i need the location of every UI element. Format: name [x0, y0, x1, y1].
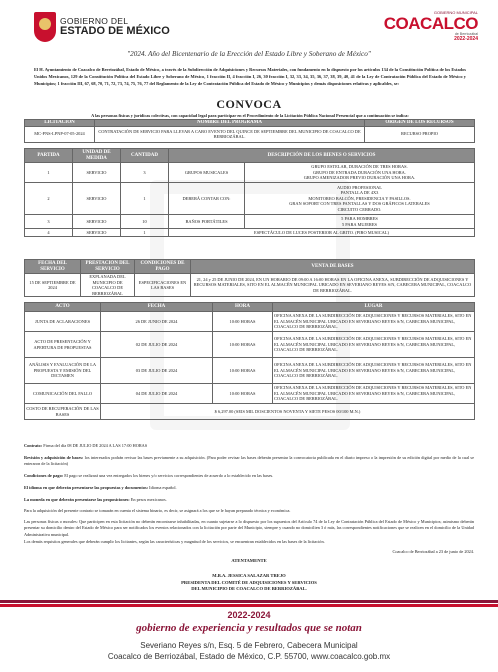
partida-detalle — [245, 215, 475, 229]
acto-fecha: 26 DE JUNIO DE 2024 — [101, 312, 213, 332]
table-row — [25, 332, 475, 358]
signature-block — [0, 573, 498, 593]
th-hora: HORA — [213, 303, 273, 312]
signer-name: M.B.A. JESSICA SALAZAR TREJO — [212, 573, 286, 578]
gobierno-edomex-logo — [34, 12, 170, 42]
revision-paragraph — [24, 455, 474, 468]
acto-name: ANÁLISIS Y EVALUACIÓN DE LA PROPUESTA Y EMISIÓN DEL DICTAMEN — [25, 358, 101, 384]
th-condiciones: CONDICIONES DE PAGO — [135, 260, 191, 274]
moneda-label: La moneda en que deberán presentarse las proposiciones: — [24, 497, 130, 502]
th-licitacion: LICITACIÓN — [25, 120, 95, 127]
licitacion-number: MC-PNS-LPNP-07-05-2024 — [25, 126, 95, 142]
coacalco-years: 2022-2024 — [454, 36, 478, 42]
fecha-servicio: 15 DE SEPTIEMBRE DE 2024 — [25, 274, 81, 297]
acto-lugar: OFICINA ANEXA DE LA SUBDIRECCIÓN DE ADQUISICIONES Y RECURSOS MATERIALES, SITO EN EL ALMACÉN MUNICIPAL UBICADO EN SEVERIANO REYES S/N, CABECERA MUNICIPAL, COACALCO DE BERRIOZÁBAL. — [273, 332, 475, 358]
pago-value: El pago se realizará una vez entregados los bienes y/o servicios correspondientes de acuerdo a lo establecido en las bases. — [63, 473, 274, 478]
header — [34, 10, 478, 50]
th-venta-bases: VENTA DE BASES — [191, 260, 475, 274]
acto-hora: 10:00 HORAS — [213, 384, 273, 404]
moneda-value: En pesos mexicanos. — [129, 497, 167, 502]
condiciones-pago: ESPECIFICACIONES EN LAS BASES — [135, 274, 191, 297]
partida-num: 1 — [25, 163, 73, 183]
edomex-shield-icon — [34, 12, 56, 42]
th-fecha-servicio: FECHA DEL SERVICIO — [25, 260, 81, 274]
acto-hora: 10:00 HORAS — [213, 312, 273, 332]
signer-role1: PRESIDENTA DEL COMITÉ DE ADQUISICIONES Y SERVICIOS — [181, 579, 317, 585]
partida-detalle — [245, 163, 475, 183]
coacalco-name: COACALCO — [383, 14, 478, 33]
year-motto: "2024. Año del Bicentenario de la Erección del Estado Libre y Soberano de México" — [127, 50, 371, 58]
table-row — [25, 404, 475, 420]
acto-fecha: 03 DE JULIO DE 2024 — [101, 358, 213, 384]
pago-paragraph — [24, 473, 474, 479]
coacalco-top: GOBIERNO MUNICIPAL — [433, 10, 478, 15]
th-partida: PARTIDA — [25, 149, 73, 163]
footer-bar — [0, 600, 498, 603]
programa-name: CONTRATACIÓN DE SERVICIO PARA LLEVAR A CABO EVENTO DEL QUINCE DE SEPTIEMBRE DEL MUNICIPIO DE COACALCO DE BERRIOZÁBAL. — [95, 126, 365, 142]
footer-slogan: gobierno de experiencia y resultados que se notan — [136, 622, 362, 634]
detalle-line: 5 PARA HOMBRES — [341, 215, 378, 221]
coacalco-sub: de Berriozábal — [454, 32, 478, 36]
idioma-paragraph — [24, 485, 474, 491]
partida-detalle — [245, 183, 475, 215]
acto-fecha: 04 DE JULIO DE 2024 — [101, 384, 213, 404]
partida-num: 4 — [25, 229, 73, 237]
table-row — [25, 215, 475, 229]
partida-unidad: SERVICIO — [73, 183, 121, 215]
footer-address — [0, 640, 498, 662]
revision-label: Revisión y adquisición de bases: — [24, 455, 84, 460]
detalle-line: 5 PARA MUJERES — [342, 221, 377, 227]
revision-value: los interesados podrán revisar las bases previamente a su adquisición. (Para poder revisar las bases deberán presentar la convocatoria publicada en el diario impreso o la impresión de su edición digital por medio de la cual se enteraron de la licitación) — [24, 455, 474, 467]
detalle-line: GRUPO ESTELAR, DURACIÓN DE TRES HORAS. — [311, 164, 408, 170]
contrato-line — [24, 443, 474, 449]
atentamente: ATENTAMENTE — [231, 558, 267, 563]
intro-paragraph: El H. Ayuntamiento de Coacalco de Berriozábal, Estado de México, a través de la Subdirección de Adquisiciones y Recursos Materiales, con fundamento en lo dispuesto por los artículos 134 de la Constitución Política de los Estados Unidos Mexicanos, 129 de la Constitución Política del Estado Libre y Soberano de México, 1 fracción II, 4 fracción I, 26, 30 fracción I, 32, 33, 34, 35, 36, 37, 38, 39, 40, 41 de la Ley de Contratación Pública del Estado de México y Municipios; 1 fracción III, 67, 68, 70, 71, 72, 73, 74, 75, 76, 77 del Reglamento de la Ley de Contratación Pública del Estado de México y Municipios y demás disposiciones relativas y aplicables, se: — [34, 67, 466, 86]
partida-nombre: GRUPOS MUSICALES — [169, 163, 245, 183]
page-title: CONVOCA — [216, 97, 282, 111]
coacalco-logo — [384, 10, 478, 42]
acto-hora: 10:00 HORAS — [213, 358, 273, 384]
detalle-line: CIRCUITO CERRADO. — [337, 206, 382, 212]
gobierno-line1: GOBIERNO DEL — [60, 16, 129, 27]
table-row — [25, 312, 475, 332]
gobierno-line2: ESTADO DE MÉXICO — [60, 24, 170, 37]
acto-hora: 10:00 HORAS — [213, 332, 273, 358]
costo-value: $ 6,297.00 (SEIS MIL DOSCIENTOS NOVENTA Y SIETE PESOS 00/100 M.N.) — [101, 404, 475, 420]
preamble: A las personas físicas y jurídicas colectivas, con capacidad legal para participar en el Procedimiento de la Licitación Pública Nacional Presencial que a continuación se indica: — [91, 113, 409, 118]
acto-lugar: OFICINA ANEXA DE LA SUBDIRECCIÓN DE ADQUISICIONES Y RECURSOS MATERIALES, SITO EN EL ALMACÉN MUNICIPAL UBICADO EN SEVERIANO REYES S/N, CABECERA MUNICIPAL, COACALCO DE BERRIOZÁBAL. — [273, 358, 475, 384]
partida-cantidad: 1 — [121, 183, 169, 215]
acto-fecha: 02 DE JULIO DE 2024 — [101, 332, 213, 358]
table-row — [25, 163, 475, 183]
moneda-paragraph — [24, 497, 474, 503]
th-unidad: UNIDAD DE MEDIDA — [73, 149, 121, 163]
th-cantidad: CANTIDAD — [121, 149, 169, 163]
actos-table — [24, 302, 475, 420]
acto-name: JUNTA DE ACLARACIONES — [25, 312, 101, 332]
partida-nombre: BAÑOS PORTÁTILES — [169, 215, 245, 229]
venta-bases: 21, 24 y 25 DE JUNIO DE 2024, EN UN HORARIO DE 09:00 A 16:00 HORAS EN LA OFICINA ANEXA, SUBDIRECCIÓN DE ADQUISICIONES Y RECURSOS MATERIALES, SITO EN EL ALMACÉN MUNICIPAL UBICADO EN SEVERIANO REYES S/N, CABECERA MUNICIPAL, COACALCO DE BERRIOZÁBAL. — [191, 274, 475, 297]
detalle-line: MONITOREO BALCÓN, PRESIDENCIA Y PASILLOS. — [308, 195, 411, 201]
partida-nombre: DEBERÁ CONTAR CON: — [169, 183, 245, 215]
footer-years: 2022-2024 — [227, 610, 271, 620]
table-row — [25, 229, 475, 237]
th-acto: ACTO — [25, 303, 101, 312]
partida-cantidad: 10 — [121, 215, 169, 229]
detalle-line: GRAN SOPORT CON TRES PANTALLAS Y DOS GRÁFICOS LATERALES — [289, 201, 430, 207]
th-lugar: LUGAR — [273, 303, 475, 312]
partida-cantidad: 3 — [121, 163, 169, 183]
partida-unidad: SERVICIO — [73, 163, 121, 183]
bases-table — [24, 259, 475, 297]
licitacion-table — [24, 119, 475, 143]
partida-cantidad: 1 — [121, 229, 169, 237]
acto-lugar: OFICINA ANEXA DE LA SUBDIRECCIÓN DE ADQUISICIONES Y RECURSOS MATERIALES, SITO EN EL ALMACÉN MUNICIPAL UBICADO EN SEVERIANO REYES S/N, CABECERA MUNICIPAL, COACALCO DE BERRIOZÁBAL. — [273, 384, 475, 404]
th-origen: ORIGEN DE LOS RECURSOS — [365, 120, 475, 127]
partida-num: 3 — [25, 215, 73, 229]
lugar-fecha: Coacalco de Berriozábal a 23 de junio de 2024. — [392, 549, 474, 554]
partida-unidad: SERVICIO — [73, 215, 121, 229]
requisitos-paragraph: Los demás requisitos generales que deberán cumplir los licitantes, según las características y magnitud de los servicios, se encuentran establecidos en las bases de la licitación. — [24, 539, 325, 544]
signer-role2: DEL MUNICIPIO DE COACALCO DE BERRIOZÁBAL. — [191, 586, 307, 592]
idioma-label: El idioma en que deberán presentarse las propuestas y documentos: — [24, 485, 149, 490]
th-fecha: FECHA — [101, 303, 213, 312]
footer — [0, 600, 498, 672]
pago-label: Condiciones de pago: — [24, 473, 64, 478]
origen-recursos: RECURSO PROPIO — [365, 126, 475, 142]
contrato-label: Contrato: — [24, 443, 43, 448]
acto-name: COMUNICACIÓN DEL FALLO — [25, 384, 101, 404]
th-descripcion: DESCRIPCIÓN DE LOS BIENES O SERVICIOS — [169, 149, 475, 163]
acto-lugar: OFICINA ANEXA DE LA SUBDIRECCIÓN DE ADQUISICIONES Y RECURSOS MATERIALES, SITO EN EL ALMACÉN MUNICIPAL UBICADO EN SEVERIANO REYES S/N, CABECERA MUNICIPAL, COACALCO DE BERRIOZÁBAL. — [273, 312, 475, 332]
detalle-line: GRUPO DE ENTRADA DURACIÓN UNA HORA. — [313, 169, 406, 175]
th-programa: NOMBRE DEL PROGRAMA — [95, 120, 365, 127]
address-line2: Coacalco de Berriozábal, Estado de México, C.P. 55700, www.coacalco.gob.mx — [107, 652, 391, 661]
footer-bar — [0, 604, 498, 607]
detalle-line: AUDIO PROFESIONAL — [336, 184, 382, 190]
partida-detalle: ESPECTÁCULO DE LUCES POSTERIOR AL GRITO. (PIRO MUSICAL) — [169, 229, 475, 237]
prestacion-servicio: EXPLANADA DEL MUNICIPIO DE COACALCO DE BERRIOZÁBAL — [81, 274, 135, 297]
participar-paragraph: Para la adquisición del presente contrato se tomarán en cuenta el sistema binario, es decir, se asignará a los que se le hayan preparado técnica y económica. — [24, 508, 291, 513]
table-row — [25, 358, 475, 384]
partida-unidad: SERVICIO — [73, 229, 121, 237]
partidas-table — [24, 148, 475, 237]
detalle-line: GRUPO AMENIZADOR PREVIO DURACIÓN UNA HORA. — [303, 175, 416, 181]
personas-paragraph: Las personas físicas o morales: Que participen en esta licitación no deberán encontrarse inhabilitadas, en cuanto sujetarse a lo dispuesto por los supuestos del Artículo 74 de la Ley de Contratación Pública del Estado de México y Municipios; asimismo deberán presentar su domicilio dentro del Estado de México para ser notificados los eventos relacionados con la licitación por parte del Municipio, siempre y cuando no domicilien 3 ó más, las correspondientes notificaciones que se realicen en el domicilio de la Unidad Administrativa municipal. — [24, 519, 474, 537]
costo-label: COSTO DE RECUPERACIÓN DE LAS BASES — [25, 404, 101, 420]
th-prestacion: PRESTACIÓN DEL SERVICIO — [81, 260, 135, 274]
address-line1: Severiano Reyes s/n, Esq. 5 de Febrero, Cabecera Municipal — [140, 641, 358, 650]
table-row — [25, 384, 475, 404]
partida-num: 2 — [25, 183, 73, 215]
idioma-value: Idioma español. — [148, 485, 177, 490]
detalle-line: PANTALLA DE 4X3 — [340, 190, 379, 196]
table-row — [25, 183, 475, 215]
acto-name: ACTO DE PRESENTACIÓN Y APERTURA DE PROPUESTAS — [25, 332, 101, 358]
contrato-value: Firma del día 08 DE JULIO DE 2024 A LAS 17:00 HORAS — [42, 443, 148, 448]
